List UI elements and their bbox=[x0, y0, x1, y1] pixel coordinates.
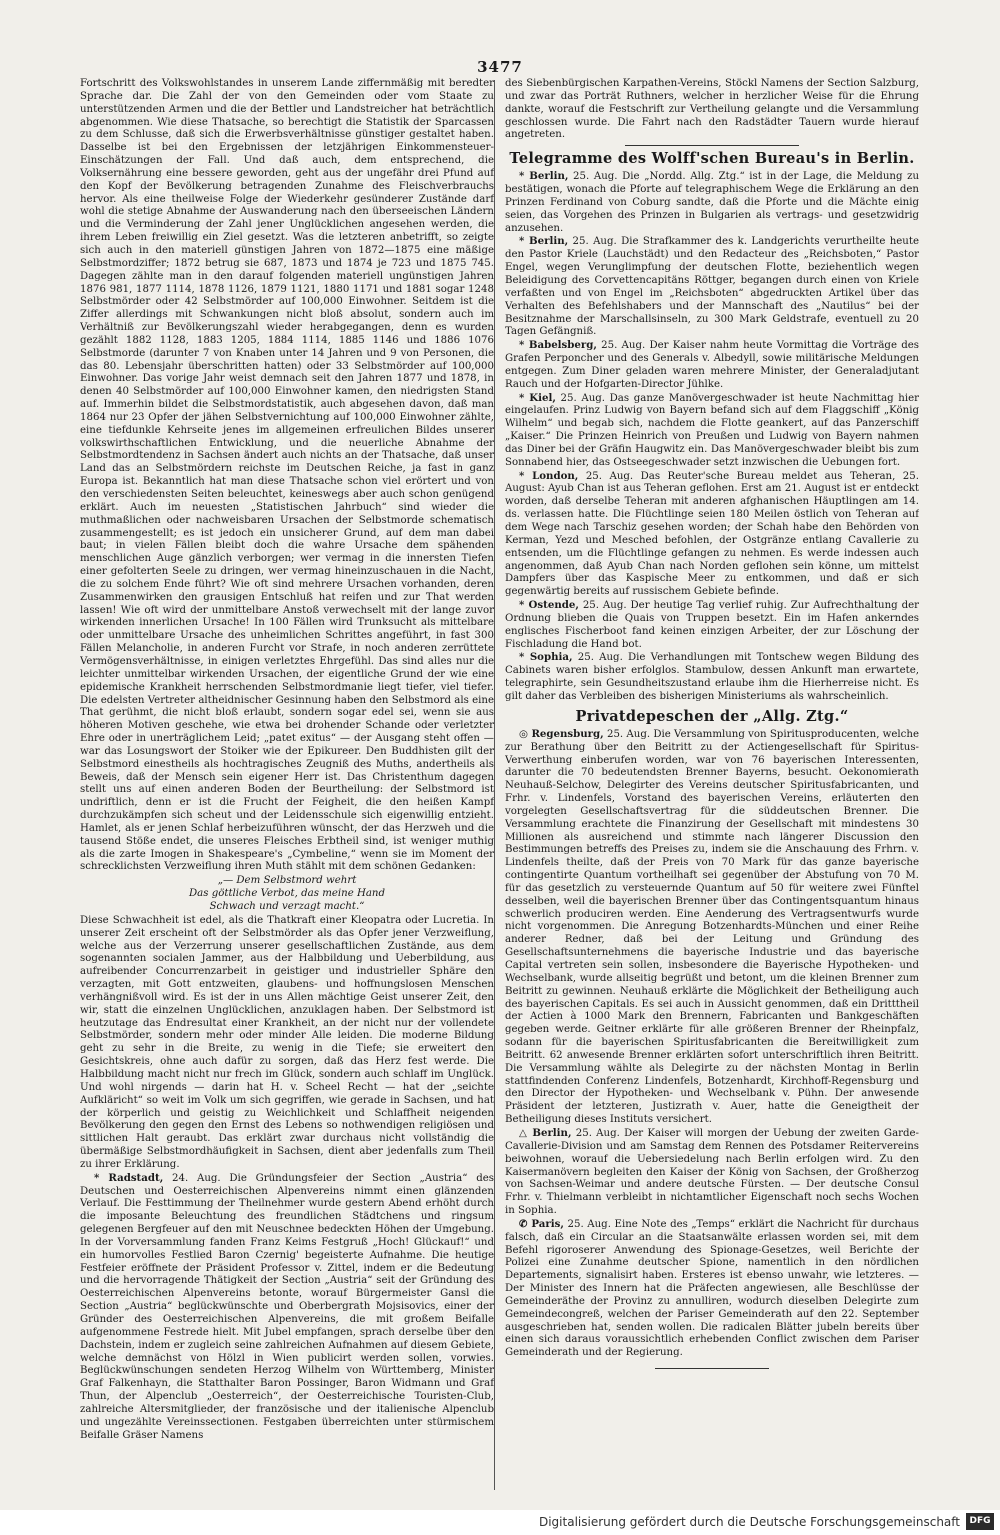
telegram-list bbox=[505, 170, 919, 704]
dispatch-item bbox=[505, 1218, 919, 1360]
telegram-text: 25. Aug. Das Reuter'sche Bureau meldet aus Teheran, 25. August: Ayub Chan ist aus Teheran geflohen. Erst am 21. August ist er entdeckt worden, daß derselbe Teheran mit anderen afghanischen Häuptlingen am 14. ds. verlassen hatte. Die Flüchtlinge seien 180 Meilen östlich von Teheran auf dem Wege nach Tarschiz gesehen worden; der Schah habe den Behörden von Kerman, Yezd und Mesched befohlen, der Ostgränze entlang Cavallerie zu entsenden, um die Flüchtlinge gefangen zu nehmen. Es werde indessen auch angenommen, daß Ayub Chan nach Norden geflohen sein könne, um mittelst Dampfers über das Kaspische Meer zu entkommen, und daß er sich gegenwärtig bereits auf russischem Gebiete befinde. bbox=[505, 470, 919, 598]
telegram-item bbox=[505, 651, 919, 703]
section-rule bbox=[625, 145, 799, 146]
telegram-item bbox=[505, 392, 919, 470]
end-rule bbox=[655, 1368, 769, 1369]
left-column bbox=[80, 78, 494, 1496]
dispatch-text: 25. Aug. Die Versammlung von Spiritusproducenten, welche zur Berathung über den Beitritt zu der Actiengesellschaft für Spiritus-Verwerthung einberufen worden, war von 76 bayerischen Interessenten, darunter die 70 bedeutendsten Brenner Bayerns, besucht. Oekonomierath Neuhauß-Selchow, Delegirter des Vereins deutscher Spiritusfabricanten, und Frhr. v. Lindenfels, Vorstand des bayerischen Vereins, erläuterten den vorgelegten Gesellschaftsvertrag für die süddeutschen Brenner. Die Versammlung erachtete die Finanzirung der Gesellschaft mit mindestens 30 Millionen als ausreichend und stimmte nach längerer Discussion den Bestimmungen betreffs des Preises zu, indem sie die Anschauung des Frhrn. v. Lindenfels theilte, daß der Preis von 70 Mark für das ganze bayerische contingentirte Quantum vortheilhaft sei gegenüber der Abstufung von 70 M. für das gesetzlich zu versteuernde Quantum auf 50 für weitere zwei Fünftel desselben, weil die bayerischen Brenner über das Contingentsquantum hinaus schwerlich produciren werden. Eine Aenderung des Vertragsentwurfs wurde nicht vorgenommen. Die Anregung Botzenhardts-München und einer Reihe anderer Redner, daß bei der Leitung und Gründung des Gesellschaftsunternehmens die bayerische Industrie und das bayerische Capital vertreten sein sollen, insbesondere die Bayerische Hypotheken- und Wechselbank, wurde allseitig begrüßt und betont, um die kleinen Brenner zum Beitritt zu gewinnen. Neuhauß erklärte die Möglichkeit der Betheiligung auch des bayerischen Capitals. Es sei auch in Aussicht genommen, daß ein Dritttheil der Actien à 1000 Mark den Brennern, Fabricanten und Bankgeschäften gegeben werde. Geitner erklärte für alle größeren Brenner der Rheinpfalz, sodann für die bayerischen Spiritusfabricanten die Bereitwilligkeit zum Beitritt. 62 anwesende Brenner erklärten sofort unterschriftlich ihren Beitritt. Die Versammlung wählte als Delegirte zu der nächsten Montag in Berlin stattfindenden Conferenz Lindenfels, Botzenhardt, Kirchhoff-Regensburg und den Director der Hypotheken- und Wechselbank v. Pühn. Der anwesende Präsident der letzteren, Justizrath v. Auer, hatte die Geneigtheit der Betheiligung dieses Instituts versichert. bbox=[505, 728, 919, 1126]
dispatch-text: 25. Aug. Eine Note des „Temps“ erklärt die Nachricht für durchaus falsch, daß ein Circular an die Staatsanwälte erlassen worden sei, mit dem Befehl rigoroserer Anwendung des Spionage-Gesetzes, weil Berichte der Polizei eine Zunahme deutscher Spione, namentlich in den nördlichen Departements, signalisirt haben. Ersteres ist ebenso unwahr, wie letzteres. — Der Minister des Innern hat die Präfecten angewiesen, alle Beschlüsse der Gemeinderäthe der Provinz zu annulliren, wodurch dieselben Delegirte zum Gemeindecongreß, welchen der Pariser Gemeinderath auf den 22. September ausgeschrieben hat, senden wollen. Die radicalen Blätter jubeln bereits über einen sich daraus voraussichtlich erhebenden Conflict zwischen dem Pariser Gemeinderath und der Regierung. bbox=[505, 1218, 919, 1359]
shakespeare-quote bbox=[80, 875, 494, 914]
right-column bbox=[505, 78, 919, 1496]
dateline-place: * Berlin, bbox=[519, 170, 569, 183]
news-text: 24. Aug. Die Gründungsfeier der Section „Austria“ des Deutschen und Oesterreichischen Alpenvereins nimmt einen glänzenden Verlauf. Die Festtimmung der Theilnehmer wurde gestern Abend erhöht durch die imposante Beleuchtung des freundlichen Städtchens und ringsum gelegenen Bergfeuer auf den mit Neuschnee bedeckten Höhen der Umgebung. In der Vorversammlung fanden Franz Keims Festgruß „Hoch! Glückauf!“ und ein humorvolles Festlied Baron Czernig' begeisterte Aufnahme. Die heutige Festfeier eröffnete der Präsident Professor v. Zittel, indem er die Bedeutung und die hervorragende Thätigkeit der Section „Austria“ seit der Gründung des Oesterreichischen Alpenvereins betonte, worauf Bürgermeister Gansl die Section „Austria“ beglückwünschte und Oberbergrath Mojsisovics, einer der Gründer des Oesterreichischen Alpenvereins, die mit großem Beifalle aufgenommene Festrede hielt. Mit Jubel empfangen, sprach derselbe über den Dachstein, indem er zugleich seine zahlreichen Aufnahmen auf diesem Gebiete, welche demnächst von Hölzl in Wien publicirt werden sollen, vorwies. Beglückwünschungen sendeten Herzog Wilhelm von Württemberg, Minister Graf Falkenhayn, die Statthalter Baron Possinger, Baron Widmann und Graf Thun, der Alpenclub „Oesterreich“, der Oesterreichische Touristen-Club, zahlreiche Altersmitglieder, der französische und der italienische Alpenclub und ungezählte Vereinssectionen. Festgaben überreichten unter stürmischem Beifalle Gräser Namens bbox=[80, 1172, 494, 1441]
dateline-place: △ Berlin, bbox=[519, 1126, 572, 1139]
news-item-radstadt bbox=[80, 1172, 494, 1443]
funding-credit: Digitalisierung gefördert durch die Deutsche Forschungsgemeinschaft bbox=[538, 1515, 960, 1529]
telegram-text: 25. Aug. Das ganze Manövergeschwader ist heute Nachmittag hier eingelaufen. Prinz Ludwig von Bayern befand sich auf dem Flaggschiff „König Wilhelm“ und begab sich, nachdem die Flotte geankert, auf das Panzerschiff „Kaiser.“ Die Prinzen Heinrich von Preußen und Ludwig von Bayern nahmen das Diner bei der Gräfin Haugwitz ein. Das Manövergeschwader bleibt bis zum Sonnabend hier, das Ostseegeschwader setzt inzwischen die Uebungen fort. bbox=[505, 392, 919, 468]
article-paragraph: Fortschritt des Volkswohlstandes in unserem Lande ziffernmäßig mit beredter Sprache dar. Die Zahl der von den Gemeinden oder vom Staate zu unterstützenden Armen und die der Bettler und Landstreicher hat beträchtlich abgenommen. Wie diese Thatsache, so berechtigt die Statistik der Sparcassen zu dem Schlusse, daß sich die Erwerbsverhältnisse günstiger gestaltet haben. Dasselbe ist bei den Ergebnissen der letzjährigen Einkommensteuer-Einschätzungen der Fall. Und daß auch, dem entsprechend, die Volksernährung eine bessere geworden, geht aus der ungefähr drei Pfund auf den Kopf der Bevölkerung betragenden Zunahme des Fleischverbrauchs hervor. Als eine theilweise Folge der Wiederkehr gesünderer Zustände darf wohl die stetige Abnahme der Auswanderung nach den überseeischen Ländern und die Verminderung der Zahl jener Unglücklichen angesehen werden, die ihrem Leben freiwillig ein Ziel gesetzt. Was die letzteren anbetrifft, so zeigte sich auch in den materiell günstigen Jahren von 1872—1875 eine mäßige Selbstmordziffer; 1872 betrug sie 687, 1873 und 1874 je 723 und 1875 745. Dagegen zählte man in den darauf folgenden materiell ungünstigen Jahren 1876 981, 1877 1114, 1878 1126, 1879 1121, 1880 1171 und 1881 sogar 1248 Selbstmörder oder 42 Selbstmörder auf 100,000 Einwohner. Seitdem ist die Ziffer allerdings mit Schwankungen nicht bloß absolut, sondern auch im Verhältniß zur Bevölkerungszahl wieder herabgegangen, denn es wurden gezählt 1882 1128, 1883 1205, 1884 1114, 1885 1146 und 1886 1076 Selbstmorde (darunter 7 von Knaben unter 14 Jahren und 9 von Personen, die das 80. Lebensjahr überschritten hatten) oder 33 Selbstmörder auf 100,000 Einwohner. Das vorige Jahr weist demnach seit den Jahren 1877 und 1878, in denen 40 Selbstmörder auf 100,000 Einwohner kamen, den niedrigsten Stand auf. Immerhin bildet die Selbstmordstatistik, auch abgesehen davon, daß man 1864 nur 23 Opfer der jähen Selbstvernichtung auf 100,000 Einwohner zählte, eine tiefdunkle Kehrseite jenes im allgemeinen erfreulichen Bildes unserer volkswirthschaftlichen Entwicklung, und die neuerliche Abnahme der Selbstmordtendenz in Sachsen ändert auch nichts an der Thatsache, daß unser Land das an Selbstmördern reichste im Deutschen Reiche, ja fast in ganz Europa ist. Bekanntlich hat man diese Thatsache schon viel erörtert und von den verschiedensten Seiten beleuchtet, keineswegs aber auch schon genügend erklärt. Auch im neuesten „Statistischen Jahrbuch“ sind wieder die muthmaßlichen oder nachweisbaren Ursachen der Selbstmorde schematisch zusammengestellt; es ist jedoch ein unsicherer Grund, auf dem man dabei baut; in vielen Fällen bleibt doch die wahre Ursache dem spähenden menschlichen Auge gänzlich verborgen; wer vermag in die innersten Tiefen einer gefolterten Seele zu dringen, wer vermag hineinzuschauen in die Nacht, die zu solchem Ende führt? Wie oft sind mehrere Ursachen vorhanden, deren Zusammenwirken den grausigen Entschluß hat reifen und zur That werden lassen! Wie oft wird der unmittelbare Anstoß verwechselt mit der lange zuvor wirkenden innerlichen Ursache! In 100 Fällen wird Trunksucht als mittelbare oder unmittelbare Ursache des unheimlichen Schrittes angeführt, in fast 300 Fällen Melancholie, in anderen Furcht vor Strafe, in noch anderen zerrüttete Vermögensverhältnisse, in einigen verletztes Ehrgefühl. Das sind alles nur die leichter unmittelbar wirkenden Ursachen, der eigentliche Grund der wie eine epidemische Krankheit herrschenden Selbstmordmanie liegt tiefer, viel tiefer. Die edelsten Vertreter altheidnischer Gesinnung haben den Selbstmord als eine That gerühmt, die nicht bloß erlaubt, sondern sogar edel sei, wenn sie aus höheren Motiven geschehe, wie etwa bei drohender Schande oder verletzter Ehre oder in unerträglichem Leid; „patet exitus“ — der Ausgang steht offen — war das Losungswort der Stoiker wie der Epikureer. Den Buddhisten gilt der Selbstmord einestheils als hochtragisches Zeugniß des Muths, andertheils als Beweis, daß der Mensch sein eigener Herr ist. Das Christenthum dagegen stellt uns auf einen anderen Boden der Beurtheilung: der Selbstmord ist undriftlich, denn er ist die Frucht der Feigheit, die den heißen Kampf durchzukämpfen sich scheut und der Leidensschule sich eigenwillig entzieht. Hamlet, als er jenen Schlaf herbeizuführen wünscht, der das Herzweh und die tausend Stöße endet, die unseres Fleisches Erbtheil sind, ist weniger muthig als die zarte Imogen in Shakespeare's „Cymbeline,“ wenn sie im Moment der schrecklichsten Verzweiflung ihren Muth stählt mit dem schönen Gedanken: bbox=[80, 78, 494, 873]
quote-line: Das göttliche Verbot, das meine Hand bbox=[188, 888, 386, 900]
dateline-place: ◎ Regensburg, bbox=[519, 727, 604, 740]
dispatch-item bbox=[505, 728, 919, 1127]
dateline-place: * Sophia, bbox=[519, 651, 573, 664]
dateline-place: * Babelsberg, bbox=[519, 339, 597, 352]
quote-line: „— Dem Selbstmord wehrt bbox=[217, 875, 357, 887]
telegram-item bbox=[505, 339, 919, 391]
dispatch-item bbox=[505, 1127, 919, 1218]
quote-line: Schwach und verzagt macht.“ bbox=[209, 901, 365, 912]
section-heading-telegrams: Telegramme des Wolff'schen Bureau's in Berlin. bbox=[509, 150, 915, 168]
telegram-text: 25. Aug. Der heutige Tag verlief ruhig. Zur Aufrechthaltung der Ordnung blieben die Quais von Truppen besetzt. Ein im Hafen ankerndes englisches Fischerboot fand keinen einzigen Arbeiter, der zur Löschung der Fischladung die Hand bot. bbox=[505, 600, 919, 650]
telegram-item bbox=[505, 470, 919, 599]
dispatch-list bbox=[505, 728, 919, 1360]
dateline-place: * Radstadt, bbox=[94, 1171, 164, 1184]
telegram-text: 25. Aug. Die Strafkammer des k. Landgerichts verurtheilte heute den Pastor Kriele (Lauchstädt) und den Redacteur des „Reichsboten,“ Pastor Engel, wegen Verunglimpfung der deutschen Flotte, beziehentlich wegen Beleidigung des Corvettencapitäns Röttger, begangen durch einen von Kriele verfaßten und von Engel im „Reichsboten“ abgedruckten Artikel über das Verhalten des Befehlshabers und der Mannschaft des „Nautilus“ bei der Besitznahme der Marschallsinseln, zu 300 Mark Geldstrafe, eventuell zu 20 Tagen Gefängniß. bbox=[505, 236, 919, 338]
article-continuation: des Siebenbürgischen Karpathen-Vereins, Stöckl Namens der Section Salzburg, und zwar das Porträt Ruthners, welcher in herzlicher Weise für die Ehrung dankte, worauf die Festschrift zur Vertheilung gelangte und die Versammlung geschlossen wurde. Die Fahrt nach den Radstädter Tauern wurde hierauf angetreten. bbox=[505, 78, 919, 141]
dateline-place: * Berlin, bbox=[519, 235, 569, 248]
telegram-item bbox=[505, 170, 919, 235]
article-paragraph: Diese Schwachheit ist edel, als die Thatkraft einer Kleopatra oder Lucretia. In unserer Zeit erscheint oft der Selbstmörder als das Opfer jener Verzweiflung, welche aus der Verzerrung unserer gesellschaftlichen Zustände, aus dem sogenannten socialen Jammer, aus der Halbbildung und Ueberbildung, aus aufreibender Concurrenzarbeit in geistiger und industrieller Sphäre den verzagten, mit Gott entzweiten, glaubens- und hoffnungslosen Menschen verhängnißvoll wird. Es ist der in uns Allen mächtige Geist unserer Zeit, den wir, statt die einzelnen Unglücklichen, anzuklagen haben. Der Selbstmord ist heutzutage das Endresultat einer Krankheit, an der nicht nur der vollendete Selbstmörder, sondern mehr oder minder Alle leiden. Die moderne Bildung geht zu sehr in die Breite, zu wenig in die Tiefe; sie erweitert den Gesichtskreis, ohne auch dafür zu sorgen, daß das Herz fest werde. Die Halbbildung macht nicht nur frech im Glück, sondern auch schlaff im Unglück. Und wohl nirgends — darin hat H. v. Scheel Recht — hat der „seichte Aufkläricht“ so weit im Volk um sich gegriffen, wie gerade in Sachsen, und hat der körperlich und geistig zu Weichlichkeit und Schlaffheit neigenden Bevölkerung den gegen den Ernst des Lebens so nothwendigen religiösen und sittlichen Halt geraubt. Das erklärt zwar durchaus nicht vollständig die übermäßige Selbstmordhäufigkeit in Sachsen, dient aber jedenfalls zum Theil zu ihrer Erklärung. bbox=[80, 914, 494, 1170]
column-divider bbox=[494, 80, 495, 1490]
telegram-text: 25. Aug. Die Verhandlungen mit Tontschew wegen Bildung des Cabinets waren bisher erfolglos. Stambulow, dessen Ankunft man erwartete, telegraphirte, sein Gesundheitszustand erlaube ihm die Hierherreise nicht. Es gilt daher das Verbleiben des bisherigen Ministeriums als wahrscheinlich. bbox=[505, 652, 919, 702]
telegram-text: 25. Aug. Der Kaiser nahm heute Vormittag die Vorträge des Grafen Perponcher und des Generals v. Albedyll, sowie militärische Meldungen entgegen. Zum Diner geladen waren mehrere Minister, der Generaladjutant Rauch und der Hofgarten-Director Jühlke. bbox=[505, 340, 919, 390]
telegram-text: 25. Aug. Die „Nordd. Allg. Ztg.“ ist in der Lage, die Meldung zu bestätigen, wonach die Pforte auf telegraphischem Wege die Erklärung an den Prinzen Ferdinand von Coburg sandte, daß die Pforte und die Mächte einig seien, das Vorgehen des Prinzen in Bulgarien als vertrags- und gesetzwidrig anzusehen. bbox=[505, 171, 919, 234]
telegram-item bbox=[505, 599, 919, 651]
dispatch-text: 25. Aug. Der Kaiser will morgen der Uebung der zweiten Garde-Cavallerie-Division und am Samstag dem Rennen des Potsdamer Reitervereins beiwohnen, worauf die Uebersiedelung nach Berlin erfolgen wird. Zu den Kaisermanövern begleiten den Kaiser der König von Sachsen, der Großherzog von Sachsen-Weimar und andere deutsche Fürsten. — Der deutsche Consul Frhr. v. Thielmann verbleibt in nichtamtlicher Eigenschaft noch sechs Wochen in Sophia. bbox=[505, 1127, 919, 1217]
telegram-item bbox=[505, 235, 919, 339]
footer-bar bbox=[0, 1510, 1000, 1535]
dateline-place: * London, bbox=[519, 469, 579, 482]
section-heading-private-dispatches: Privatdepeschen der „Allg. Ztg.“ bbox=[575, 707, 849, 725]
dfg-logo: DFG bbox=[966, 1513, 994, 1530]
page-number: 3477 bbox=[477, 58, 523, 76]
dateline-place: * Kiel, bbox=[519, 391, 556, 404]
dateline-place: ✆ Paris, bbox=[519, 1217, 564, 1230]
dateline-place: * Ostende, bbox=[519, 599, 579, 612]
